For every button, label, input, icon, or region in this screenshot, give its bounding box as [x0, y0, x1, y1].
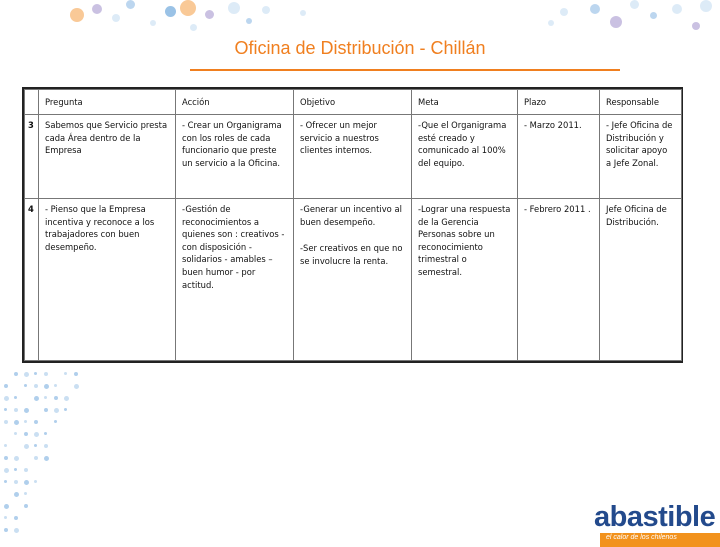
cell-pregunta: - Pienso que la Empresa incentiva y reconoce a los trabajadores con buen desempeño.	[39, 199, 176, 361]
decorative-dot	[650, 12, 657, 19]
cell-pregunta: Sabemos que Servicio presta cada Área dentro de la Empresa	[39, 115, 176, 199]
decorative-dot	[700, 0, 712, 12]
decorative-dot	[180, 0, 196, 16]
decorative-dot	[4, 420, 8, 424]
decorative-dot	[190, 24, 197, 31]
table-row	[25, 199, 682, 361]
cell-objetivo	[294, 199, 412, 361]
cell-plazo: - Febrero 2011 .	[518, 199, 600, 361]
cell-accion: - Crear un Organigrama con los roles de cada funcionario que preste un servicio a la Oficina.	[176, 115, 294, 199]
decorative-dot	[4, 480, 7, 483]
decorative-dot	[54, 396, 58, 400]
objetivo-line-2: -Ser creativos en que no se involucre la renta.	[300, 243, 403, 266]
decorative-dot	[4, 384, 8, 388]
decorative-dot	[14, 456, 19, 461]
decorative-dot	[54, 384, 57, 387]
header-plazo: Plazo	[518, 90, 600, 115]
decorative-dot	[610, 16, 622, 28]
decorative-dot	[70, 8, 84, 22]
decorative-dot	[24, 444, 29, 449]
decorative-dot	[44, 456, 49, 461]
decorative-dot	[4, 516, 7, 519]
decorative-dot	[24, 372, 29, 377]
decorative-dot	[34, 444, 37, 447]
decorative-dot	[4, 504, 9, 509]
decorative-dot	[4, 528, 8, 532]
decorative-dot	[205, 10, 214, 19]
decorative-dot	[24, 480, 29, 485]
decorative-dot	[548, 20, 554, 26]
decorative-dot	[112, 14, 120, 22]
decorative-dot	[34, 480, 37, 483]
decorative-dot	[14, 468, 17, 471]
decorative-dot	[24, 384, 27, 387]
decorative-dot	[590, 4, 600, 14]
page-title: Oficina de Distribución - Chillán	[234, 38, 486, 58]
decorative-dot	[34, 420, 38, 424]
decorative-dot	[14, 516, 18, 520]
header-meta: Meta	[412, 90, 518, 115]
header-responsable: Responsable	[600, 90, 682, 115]
decorative-dot	[14, 492, 19, 497]
decorative-dot	[34, 396, 39, 401]
decorative-dot	[24, 492, 27, 495]
header-number	[25, 90, 39, 115]
title-underline	[190, 69, 620, 71]
header-accion: Acción	[176, 90, 294, 115]
table-header-row	[25, 90, 682, 115]
decorative-dot	[150, 20, 156, 26]
decorative-dot	[64, 372, 67, 375]
decorative-dot	[14, 480, 18, 484]
decorative-dot	[246, 18, 252, 24]
decorative-dot	[74, 384, 79, 389]
decorative-dot	[74, 372, 78, 376]
decorative-dot	[34, 384, 38, 388]
decorative-dot	[692, 22, 700, 30]
decorative-dot	[24, 504, 28, 508]
decorative-dot	[92, 4, 102, 14]
objetivo-line-1: -Generar un incentivo al buen desempeño.	[300, 204, 402, 227]
decorative-dot	[14, 372, 18, 376]
decorative-dot	[24, 432, 28, 436]
decorative-dot	[54, 420, 57, 423]
decorative-dot	[24, 408, 29, 413]
decorative-dot	[44, 384, 49, 389]
cell-objetivo: - Ofrecer un mejor servicio a nuestros clientes internos.	[294, 115, 412, 199]
abastible-logo: abastible	[594, 501, 716, 533]
header-pregunta: Pregunta	[39, 90, 176, 115]
cell-meta: -Que el Organigrama esté creado y comunicado al 100% del equipo.	[412, 115, 518, 199]
decorative-dot	[34, 456, 38, 460]
decorative-dot	[24, 420, 27, 423]
decorative-dot	[44, 372, 48, 376]
decorative-dot	[14, 432, 17, 435]
logo-tagline: el calor de los chilenos	[600, 533, 720, 547]
decorative-dot	[54, 408, 59, 413]
action-plan-table	[22, 87, 683, 363]
cell-responsable: - Jefe Oficina de Distribución y solicitar apoyo a Jefe Zonal.	[600, 115, 682, 199]
decorative-dot	[14, 420, 19, 425]
row-number: 3	[25, 115, 39, 199]
decorative-dot	[64, 408, 67, 411]
decorative-dot	[560, 8, 568, 16]
decorative-dot	[672, 4, 682, 14]
table-row	[25, 115, 682, 199]
decorative-dot	[165, 6, 176, 17]
decorative-dot	[4, 408, 7, 411]
cell-plazo: - Marzo 2011.	[518, 115, 600, 199]
decorative-dot	[4, 396, 9, 401]
decorative-dot	[228, 2, 240, 14]
cell-meta: -Lograr una respuesta de la Gerencia Personas sobre un reconocimiento trimestral o semestral.	[412, 199, 518, 361]
decorative-dot	[34, 372, 37, 375]
decorative-dot	[262, 6, 270, 14]
decorative-dot	[4, 444, 7, 447]
decorative-dot	[14, 528, 19, 533]
decorative-dot	[14, 396, 17, 399]
header-objetivo: Objetivo	[294, 90, 412, 115]
decorative-dot	[24, 468, 28, 472]
decorative-dot	[4, 456, 8, 460]
decorative-dot	[300, 10, 306, 16]
decorative-dot	[44, 432, 47, 435]
decorative-dot	[34, 432, 39, 437]
row-number: 4	[25, 199, 39, 361]
cell-accion: -Gestión de reconocimientos a quienes son : creativos - con disposición - solidarios - amables – buen humor - por actitud.	[176, 199, 294, 361]
decorative-dot	[44, 408, 48, 412]
decorative-dot	[630, 0, 639, 9]
decorative-dot	[4, 468, 9, 473]
decorative-dot	[64, 396, 69, 401]
decorative-dot	[14, 408, 18, 412]
decorative-dot	[126, 0, 135, 9]
cell-responsable: Jefe Oficina de Distribución.	[600, 199, 682, 361]
decorative-dot	[44, 444, 48, 448]
decorative-dot	[44, 396, 47, 399]
